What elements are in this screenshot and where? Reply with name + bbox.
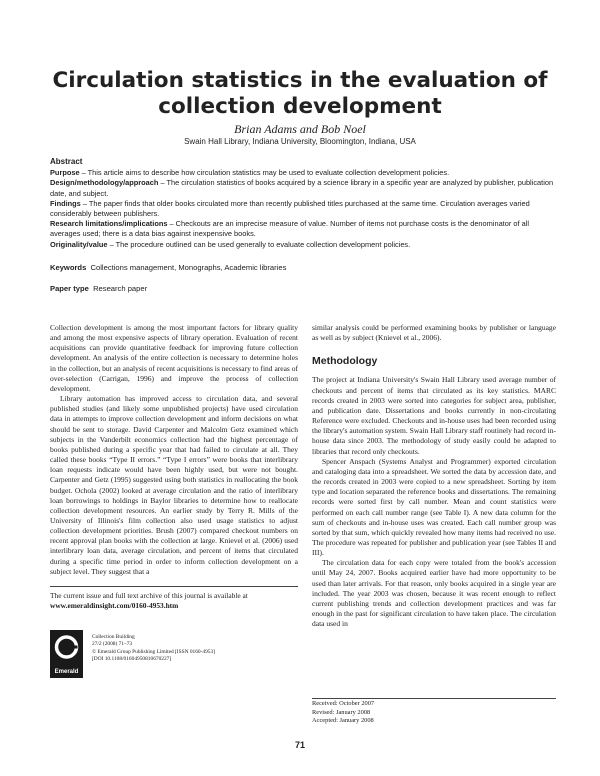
findings-label: Findings: [50, 198, 81, 208]
article-title: Circulation statistics in the evaluation of collection development: [52, 68, 548, 119]
purpose-label: Purpose: [50, 168, 80, 178]
body-column-right: [312, 323, 556, 629]
journal-name: Collection Building: [92, 634, 135, 640]
journal-info: [92, 634, 215, 663]
journal-volume: 27/2 (2008) 71–73: [92, 641, 133, 648]
dates-divider: [312, 698, 556, 699]
keywords-text: Collections management, Monographs, Academic libraries: [90, 263, 287, 272]
affiliation: Swain Hall Library, Indiana University, Bloomington, Indiana, USA: [184, 137, 416, 146]
body-column-left: [50, 323, 298, 577]
journal-doi: [DOI 10.1108/01604950810670227]: [92, 655, 172, 662]
purpose-text: – This article aims to describe how circulation statistics may be used to evaluate collection development policies.: [79, 168, 450, 178]
body-paragraph: Collection development is among the most important factors for library quality and among the most expensive aspects of library operation. Evaluation of recent acquisitions can provide quantitative feedback for improving future collection development. An analysis of the entire collection is necessary to determine holes in the collection, but an analysis of recent acquisitions is necessary to find areas of over-selection (Carrigan, 1996) and improve the process of collection development.: [50, 323, 298, 393]
abstract-limitations: [50, 219, 555, 239]
originality-label: Originality/value: [50, 239, 108, 249]
emerald-logo-icon: [50, 630, 83, 678]
body-paragraph: Spencer Anspach (Systems Analyst and Programmer) exported circulation and cataloging data into a spreadsheet. We sorted the data by accession date, and the records created in 2003 were copied to a new spreadsheet. Sorting by item type and location separated the reference books and dissertations. The remaining records were sorted first by call number. Mean and count statistics were performed on each call number range (see Table I). A new data column for the sum of checkouts and in-house uses was created. Each call number group was sorted by that sum, which quickly revealed how many items had received no use. The procedure was repeated for publisher and publication year (see Tables II and III).: [312, 456, 556, 558]
abstract-findings: [50, 199, 555, 219]
findings-text: – The paper finds that older books circulated more than recently published titles purchased at the same time. Circulation averages varied considerably between publishers.: [50, 198, 530, 219]
design-label: Design/methodology/approach: [50, 178, 159, 188]
archive-note-text: The current issue and full text archive of this journal is available at: [50, 591, 248, 600]
authors: Brian Adams and Bob Noel: [234, 122, 366, 136]
design-text: – The circulation statistics of books acquired by a science library in a specific year are analyzed by publisher, publication date, and subject.: [50, 178, 554, 198]
abstract-purpose: [50, 168, 555, 178]
submission-dates: [312, 700, 374, 726]
abstract-originality: [50, 240, 555, 250]
keywords: [50, 263, 286, 272]
body-paragraph: The circulation data for each copy were totaled from the book's accession until May 24, 2007. Books acquired earlier have had more opportunity to be used than later arrivals. For that reason, only books acquired in a single year are included. The year 2003 was chosen, because it was recent enough to reflect current publishing trends and collection development practices and was far enough in the past for significant circulation to have taken place. The circulation data used in: [312, 558, 556, 629]
page-number: 71: [294, 740, 305, 750]
limitations-label: Research limitations/implications: [50, 219, 168, 229]
footer-divider: [50, 586, 298, 587]
keywords-label: Keywords: [50, 263, 87, 272]
archive-note: [50, 591, 300, 611]
archive-url-link[interactable]: www.emeraldinsight.com/0160-4953.htm: [50, 601, 179, 610]
body-paragraph: similar analysis could be performed examining books by publisher or language as well as by subject (Knievel et al., 2006).: [312, 323, 556, 343]
originality-text: – The procedure outlined can be used generally to evaluate collection development policies.: [107, 239, 411, 249]
section-heading-methodology: Methodology: [312, 355, 378, 368]
abstract-design: [50, 178, 555, 198]
paper-type-text: Research paper: [93, 284, 148, 293]
body-paragraph: The project at Indiana University's Swain Hall Library used average number of checkouts and percent of items that circulated as its key statistics. MARC records created in 2003 were sorted into categories for subject area, publisher, and publication date. Dissertations and books currently in non-circulating Reference were excluded. Checkouts and in-house uses had been recorded using the library's automation system. Swain Hall Library staff routinely had record in-house data since 2003. The methodology of study easily could be adapted to libraries that record only checkouts.: [312, 375, 556, 456]
limitations-text: – Checkouts are an imprecise measure of value. Number of items not purchase costs is the denominator of all averages used; there is a data bias against inexpensive books.: [50, 219, 529, 239]
body-paragraph: Library automation has improved access to circulation data, and several published studies (and likely some unpublished projects) have used circulation data in attempts to improve collection development and inform decisions on what should be sent to storage. David Carpenter and Malcolm Getz examined which subjects in the Vanderbilt economics collection had the highest percentage of books published during a specific year that had failed to circulate at all. They called these books “Type II errors.” “Type I errors” were books that interlibrary loan requests indicate would have been highly used, but were not bought. Carpenter and Getz (1995) suggested using both statistics in reallocating the book budget. Ochola (2002) looked at average circulation and the ratio of interlibrary loan borrowings to holdings in Baylor libraries to determine how to reallocate collection development resources. An earlier study by Terry R. Mills of the University of Illinois's film collection also used usage statistics to adjust collection development priorities. Brush (2007) compared checkout numbers on recent approval plan books with the collection at large. Knievel et al. (2006) used interlibrary loan data, average circulation, and percent of items that circulated during a specific time period in order to inform collection development on a subject level. They suggest that a: [50, 394, 298, 576]
journal-copyright: © Emerald Group Publishing Limited [ISSN 0160-4953]: [92, 648, 215, 655]
emerald-logo-text: Emerald: [54, 669, 79, 675]
received-date: Received: October 2007: [312, 700, 375, 707]
abstract: [50, 157, 555, 250]
revised-date: Revised: January 2008: [312, 708, 371, 716]
accepted-date: Accepted: January 2008: [312, 717, 374, 725]
abstract-heading: Abstract: [50, 157, 83, 166]
paper-type: [50, 284, 147, 293]
paper-type-label: Paper type: [50, 284, 89, 293]
emerald-logo: [50, 630, 83, 678]
